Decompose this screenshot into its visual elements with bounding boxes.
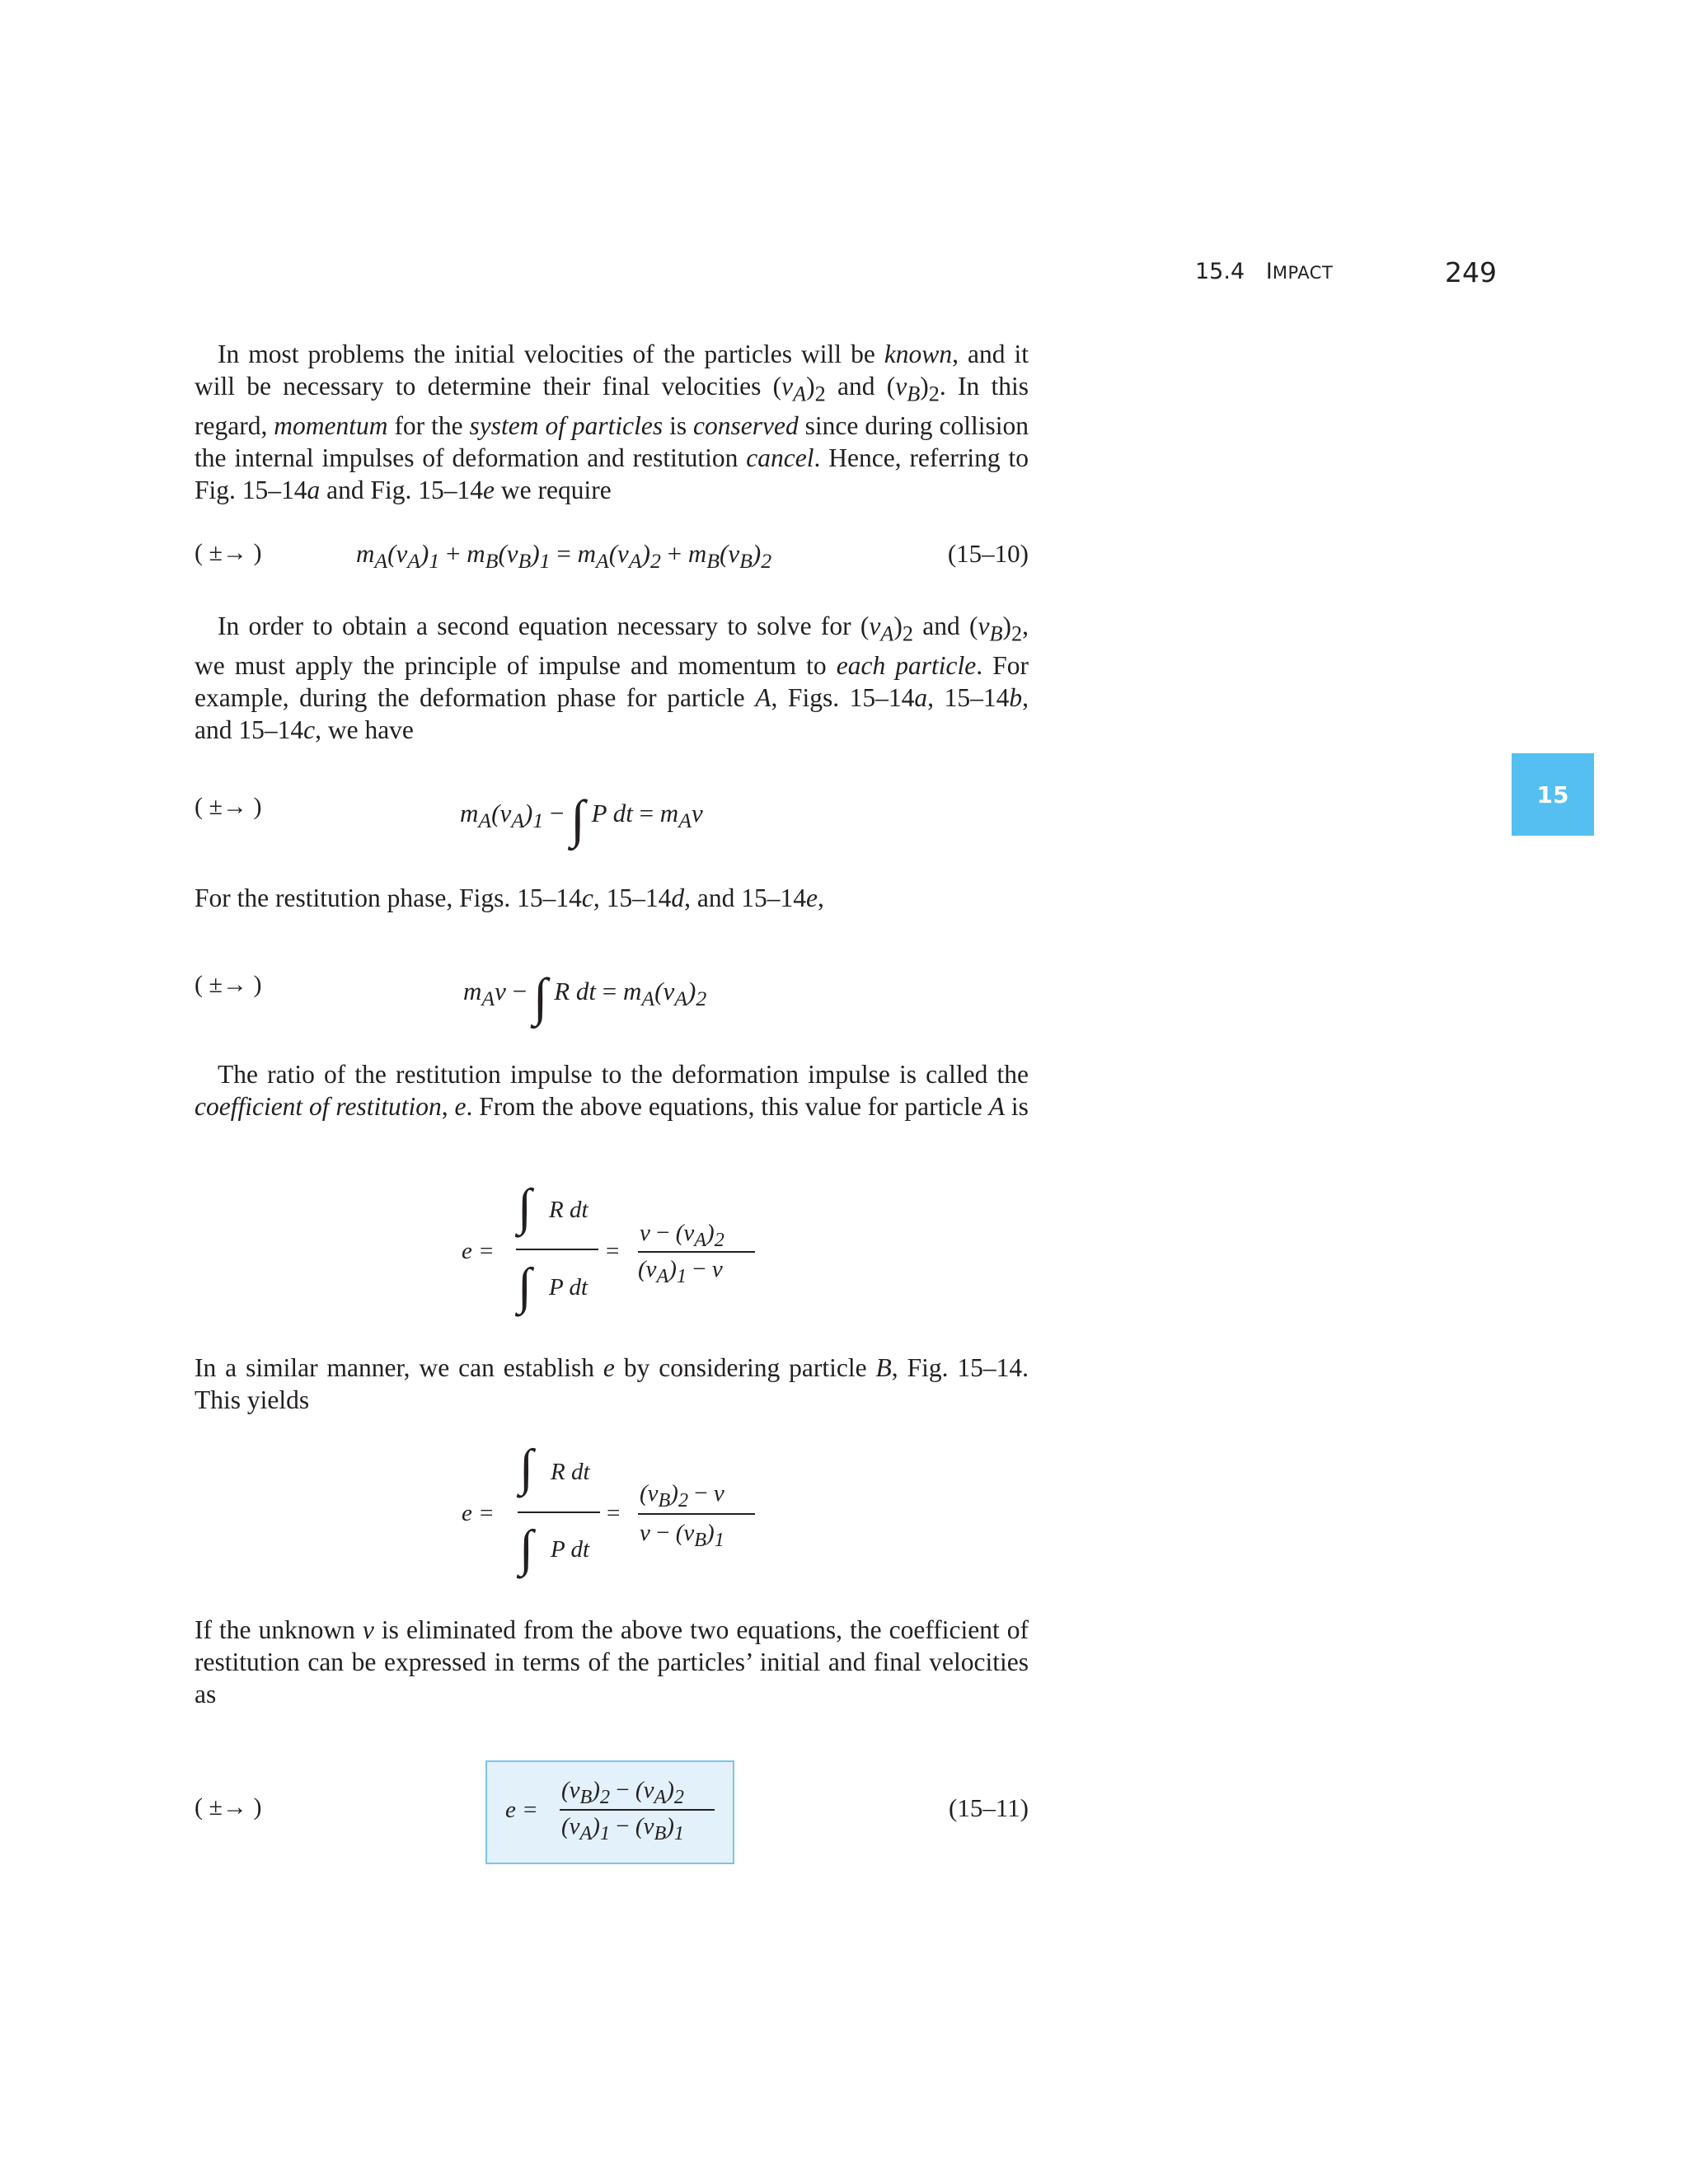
paragraph-4-text: The ratio of the restitution impulse to the deformation impulse is called the coefficient of restitution, e. From the above equations, this value for particle A is — [195, 1060, 1029, 1121]
paragraph-3-text: For the restitution phase, Figs. 15–14c, 15–14d, and 15–14e, — [195, 883, 824, 912]
fraction-bar — [560, 1809, 715, 1811]
equation-restitution-right: R dt = $m_A(v_A)_2$ — [554, 977, 707, 1011]
integral-sign: ∫ — [519, 1521, 533, 1577]
paragraph-1 — [195, 338, 1029, 506]
p-dt: P dt — [551, 1536, 589, 1563]
equation-deformation-left: $m_A(v_A)_1$ − — [460, 799, 565, 833]
page-number: 249 — [1445, 256, 1497, 288]
numerator: $(v_B)_2 - v$ — [640, 1480, 724, 1511]
integral-sign: ∫ — [532, 968, 548, 1026]
e-equals: e = — [505, 1797, 538, 1823]
paragraph-6 — [195, 1614, 1029, 1710]
equation-deformation-right: P dt = $m_Av$ — [591, 799, 703, 833]
equation-deformation — [195, 790, 1029, 848]
numerator: $v - (v_A)_2$ — [640, 1220, 724, 1251]
integral-sign: ∫ — [518, 1258, 532, 1315]
numerator: $(v_B)_2 - (v_A)_2$ — [561, 1777, 684, 1808]
fraction-bar — [518, 1511, 600, 1513]
section-title-initial: I — [1265, 259, 1273, 284]
direction-sign: ( ±→ ) — [195, 971, 262, 998]
paragraph-3 — [195, 882, 1029, 914]
direction-sign: ( ±→ ) — [195, 793, 262, 820]
equation-restitution-body — [463, 968, 707, 1026]
p-dt: P dt — [549, 1274, 588, 1301]
fraction-bar — [516, 1249, 598, 1250]
paragraph-2 — [195, 610, 1029, 746]
paragraph-1-text: In most problems the initial velocities of the particles will be known, and it will be necessary to determine their final velocities $(v_A)_2$ and $(v_B)_2$. In this regard, momentum for the system of particles is conserved since during collision the internal impulses of deformation and restitution cancel. Hence, referring to Fig. 15–14a and Fig. 15–14e we require — [195, 340, 1029, 505]
fraction-bar — [638, 1251, 755, 1253]
equation-15-11 — [487, 1762, 733, 1863]
e-equals: e = — [462, 1500, 495, 1526]
direction-sign: ( ±→ ) — [195, 1793, 262, 1821]
equation-number: (15–11) — [949, 1793, 1029, 1822]
paragraph-6-text: If the unknown v is eliminated from the above two equations, the coefficient of restitution can be expressed in terms of the particles’ initial and final velocities as — [195, 1615, 1029, 1708]
integral-sign: ∫ — [518, 1179, 532, 1235]
equation-15-11-box — [485, 1760, 734, 1864]
paragraph-2-text: In order to obtain a second equation necessary to solve for $(v_A)_2$ and $(v_B)_2$, we must apply the principle of impulse and momentum to each particle. For example, during the deformation phase for particle A, Figs. 15–14a, 15–14b, and 15–14c, we have — [195, 612, 1029, 745]
paragraph-4 — [195, 1058, 1029, 1122]
running-head-section — [1195, 259, 1333, 284]
equation-number: (15–10) — [947, 539, 1029, 568]
equation-restitution-left: $m_Av$ − — [463, 977, 528, 1011]
integral-sign: ∫ — [570, 790, 585, 848]
equals: = — [607, 1500, 621, 1526]
section-title-rest: MPACT — [1272, 263, 1334, 283]
equals: = — [606, 1238, 620, 1264]
section-number: 15.4 — [1195, 259, 1245, 284]
paragraph-5 — [195, 1352, 1029, 1416]
denominator: $(v_A)_1 - (v_B)_1$ — [561, 1813, 684, 1844]
denominator: $(v_A)_1 - v$ — [638, 1256, 723, 1287]
e-equals: e = — [462, 1238, 495, 1264]
direction-sign: ( ±→ ) — [195, 539, 262, 566]
equation-restitution — [195, 968, 1029, 1026]
chapter-tab: 15 — [1512, 753, 1594, 836]
denominator: $v - (v_B)_1$ — [640, 1520, 724, 1551]
r-dt: R dt — [551, 1459, 590, 1485]
r-dt: R dt — [549, 1197, 588, 1223]
equation-15-10-body: $m_A(v_A)_1 + m_B(v_B)_1 = m_A(v_A)_2 + m_B(v_B)_2$ — [356, 539, 772, 574]
equation-deformation-body — [460, 790, 703, 848]
equation-15-10 — [195, 539, 1029, 588]
fraction-bar — [638, 1513, 755, 1515]
paragraph-5-text: In a similar manner, we can establish e by considering particle B, Fig. 15–14. This yields — [195, 1353, 1029, 1414]
integral-sign: ∫ — [519, 1440, 533, 1496]
